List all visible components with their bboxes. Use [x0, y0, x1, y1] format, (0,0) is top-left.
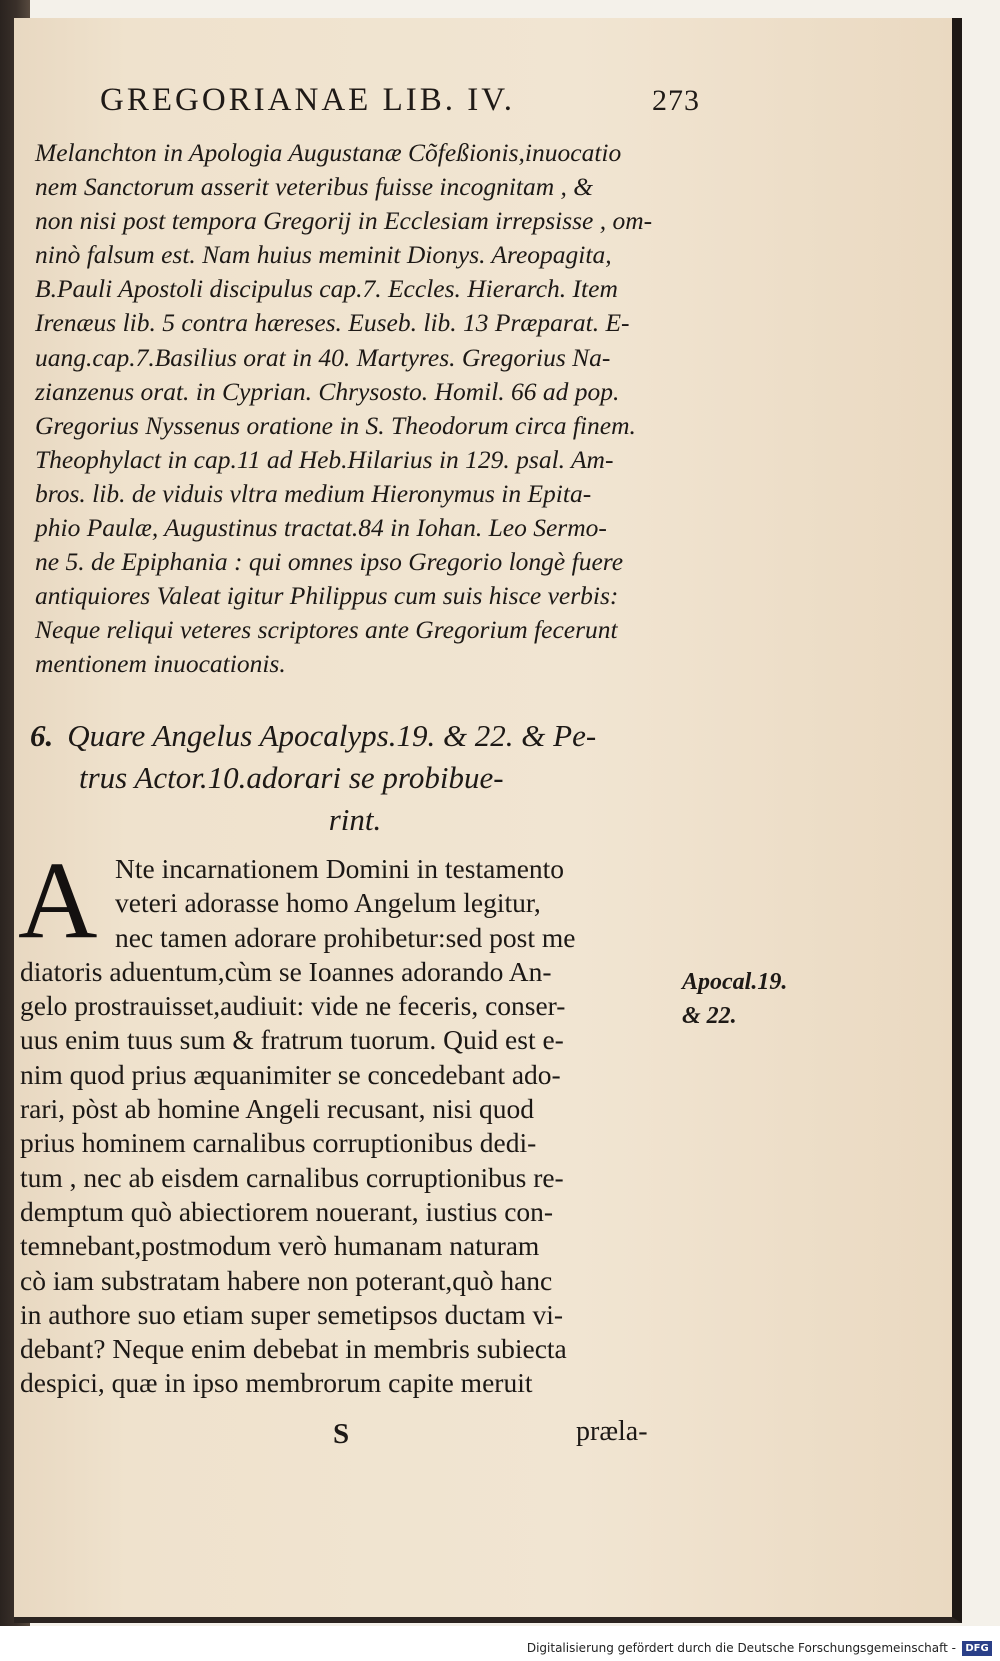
credit-text: Digitalisierung gefördert durch die Deutsche Forschungsgemeinschaft -: [526, 1641, 956, 1655]
body-line: cò iam substratam habere non poterant,quò hanc: [20, 1264, 553, 1296]
drop-cap: A: [18, 839, 98, 961]
margin-note-line: & 22.: [682, 1003, 737, 1029]
text-line: antiquiores Valeat igitur Philippus cum suis hisce verbis:: [35, 581, 619, 611]
text-line: Melanchton in Apologia Augustanæ Cõfeßionis,inuocatio: [35, 138, 622, 167]
section-heading: [30, 715, 680, 841]
page-header: [100, 82, 700, 126]
text-line: ne 5. de Epiphania : qui omnes ipso Gregorio longè fuere: [35, 547, 624, 577]
body-line: prius hominem carnalibus corruptionibus dedi-: [20, 1127, 537, 1159]
margin-note: [682, 965, 822, 1033]
text-line: nem Sanctorum asserit veteribus fuisse incognitam , &: [35, 172, 594, 202]
text-line: non nisi post tempora Gregorij in Ecclesiam irrepsisse , om-: [35, 206, 653, 236]
body-line: Nte incarnationem Domini in testamento: [115, 853, 565, 884]
text-line: Gregorius Nyssenus oratione in S. Theodorum circa finem.: [35, 410, 636, 440]
text-line: zianzenus orat. in Cyprian. Chrysosto. Homil. 66 ad pop.: [35, 376, 620, 406]
section-number: 6.: [30, 718, 54, 753]
body-line: uus enim tuus sum & fratrum tuorum. Quid est e-: [20, 1024, 564, 1056]
body-line: despici, quæ in ipso membrorum capite meruit: [20, 1367, 533, 1399]
body-line: debant? Neque enim debebat in membris subiecta: [20, 1333, 567, 1365]
section-heading-line: rint.: [328, 802, 382, 837]
heading-text: Quare Angelus Apocalyps.19. & 22. & Pe-: [67, 718, 597, 753]
dfg-logo-icon: DFG: [962, 1641, 992, 1656]
catchword: præla-: [576, 1416, 648, 1447]
body-line: demptum quò abiectiorem nouerant, iustius con-: [20, 1195, 554, 1227]
body-line: rari, pòst ab homine Angeli recusant, nisi quod: [20, 1093, 535, 1125]
text-line: ninò falsum est. Nam huius meminit Dionys. Areopagita,: [35, 240, 612, 270]
text-line: phio Paulæ, Augustinus tractat.84 in Iohan. Leo Sermo-: [35, 513, 607, 543]
body-line: in authore suo etiam super semetipsos ductam vi-: [20, 1298, 564, 1330]
text-line: Theophylact in cap.11 ad Heb.Hilarius in 129. psal. Am-: [35, 444, 614, 474]
margin-note-line: Apocal.19.: [682, 969, 788, 995]
section-heading-line: trus Actor.10.adorari se probibue-: [79, 760, 504, 795]
running-title: GREGORIANAE LIB. IV.: [100, 82, 516, 118]
body-line: veteri adorasse homo Angelum legitur,: [115, 887, 541, 919]
text-line: Neque reliqui veteres scriptores ante Gregorium fecerunt: [35, 615, 618, 645]
text-line: uang.cap.7.Basilius orat in 40. Martyres. Gregorius Na-: [35, 342, 611, 372]
credit-bar: [0, 1626, 1000, 1661]
page-number: 273: [652, 84, 700, 117]
italic-paragraph: [35, 136, 675, 682]
text-line: mentionem inuocationis.: [35, 649, 286, 679]
body-line: diatoris aduentum,cùm se Ioannes adorando An-: [20, 955, 552, 987]
body-line: nec tamen adorare prohibetur:sed post me: [115, 921, 576, 953]
signature-mark: S: [333, 1418, 350, 1450]
body-paragraph: [18, 839, 680, 1401]
body-line: nim quod prius æquanimiter se concedebant ado-: [20, 1058, 561, 1090]
body-line: tum , nec ab eisdem carnalibus corruptionibus re-: [20, 1161, 564, 1193]
text-line: Irenæus lib. 5 contra hæreses. Euseb. lib. 13 Præparat. E-: [35, 308, 630, 338]
body-line: gelo prostrauisset,audiuit: vide ne feceris, conser-: [20, 990, 566, 1022]
body-line: temnebant,postmodum verò humanam naturam: [20, 1230, 540, 1262]
section-heading-line: [30, 715, 680, 757]
text-line: bros. lib. de viduis vltra medium Hieronymus in Epita-: [35, 478, 592, 508]
text-line: B.Pauli Apostoli discipulus cap.7. Eccles. Hierarch. Item: [35, 274, 618, 304]
